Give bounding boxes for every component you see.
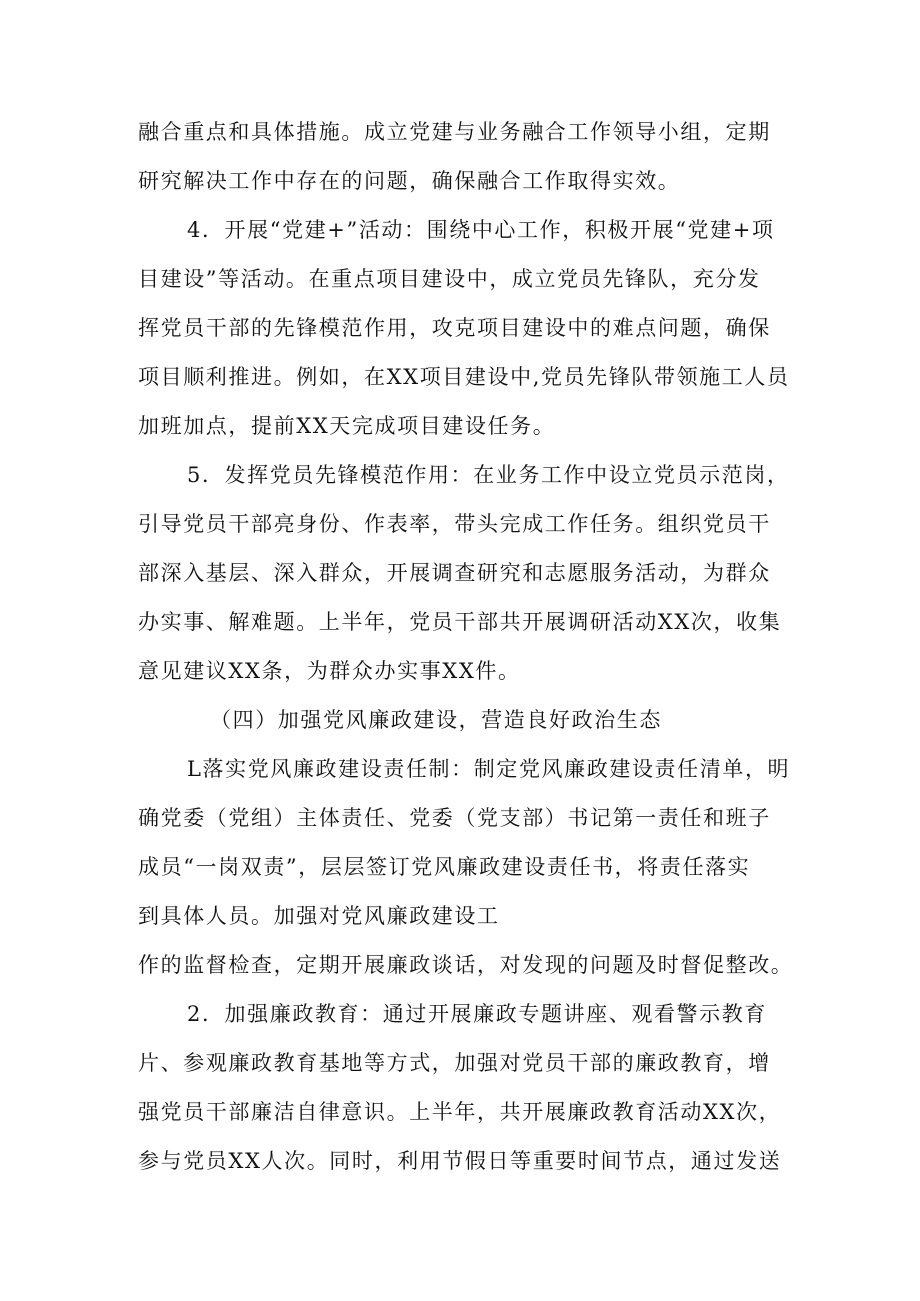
text-line: 5．发挥党员先锋模范作用：在业务工作中设立党员示范岗， <box>187 463 790 487</box>
text-line: 成员“一岗双责”，层层签订党风廉政建设责任书，将责任落实 <box>138 855 751 879</box>
text-line: 确党委（党组）主体责任、党委（党支部）书记第一责任和班子 <box>138 806 771 830</box>
text-line: 意见建议XX条，为群众办实事XX件。 <box>138 659 521 683</box>
text-line: 参与党员XX人次。同时，利用节假日等重要时间节点，通过发送 <box>138 1149 782 1173</box>
section-heading: （四）加强党风廉政建设，营造良好政治生态 <box>210 708 662 732</box>
text-line: 目建设”等活动。在重点项目建设中，成立党员先锋队，充分发 <box>138 267 761 291</box>
text-line: L落实党风廉政建设责任制：制定党风廉政建设责任清单，明 <box>187 757 791 781</box>
text-line: 加班加点，提前XX天完成项目建设任务。 <box>138 414 556 438</box>
text-line: 片、参观廉政教育基地等方式，加强对党员干部的廉政教育，增 <box>138 1051 771 1075</box>
text-line: 部深入基层、深入群众，开展调查研究和志愿服务活动，为群众 <box>138 561 771 585</box>
text-line: 作的监督检查，定期开展廉政谈话，对发现的问题及时督促整改。 <box>138 953 794 977</box>
text-line: 研究解决工作中存在的问题，确保融合工作取得实效。 <box>138 169 681 193</box>
text-line: 办实事、解难题。上半年，党员干部共开展调研活动XX次，收集 <box>138 610 782 634</box>
text-line: 到具体人员。加强对党风廉政建设工 <box>138 904 500 928</box>
text-line: 2．加强廉政教育：通过开展廉政专题讲座、观看警示教育 <box>187 1002 767 1026</box>
text-line: 引导党员干部亮身份、作表率，带头完成工作任务。组织党员干 <box>138 512 771 536</box>
text-line: 融合重点和具体措施。成立党建与业务融合工作领导小组，定期 <box>138 120 771 144</box>
text-line: 强党员干部廉洁自律意识。上半年，共开展廉政教育活动XX次， <box>138 1100 782 1124</box>
text-line: 4．开展“党建+”活动：围绕中心工作，积极开展“党建+项 <box>187 218 775 242</box>
text-line: 项目顺利推进。例如，在XX项目建设中,党员先锋队带领施工人员 <box>138 365 790 389</box>
text-line: 挥党员干部的先锋模范作用，攻克项目建设中的难点问题，确保 <box>138 316 771 340</box>
